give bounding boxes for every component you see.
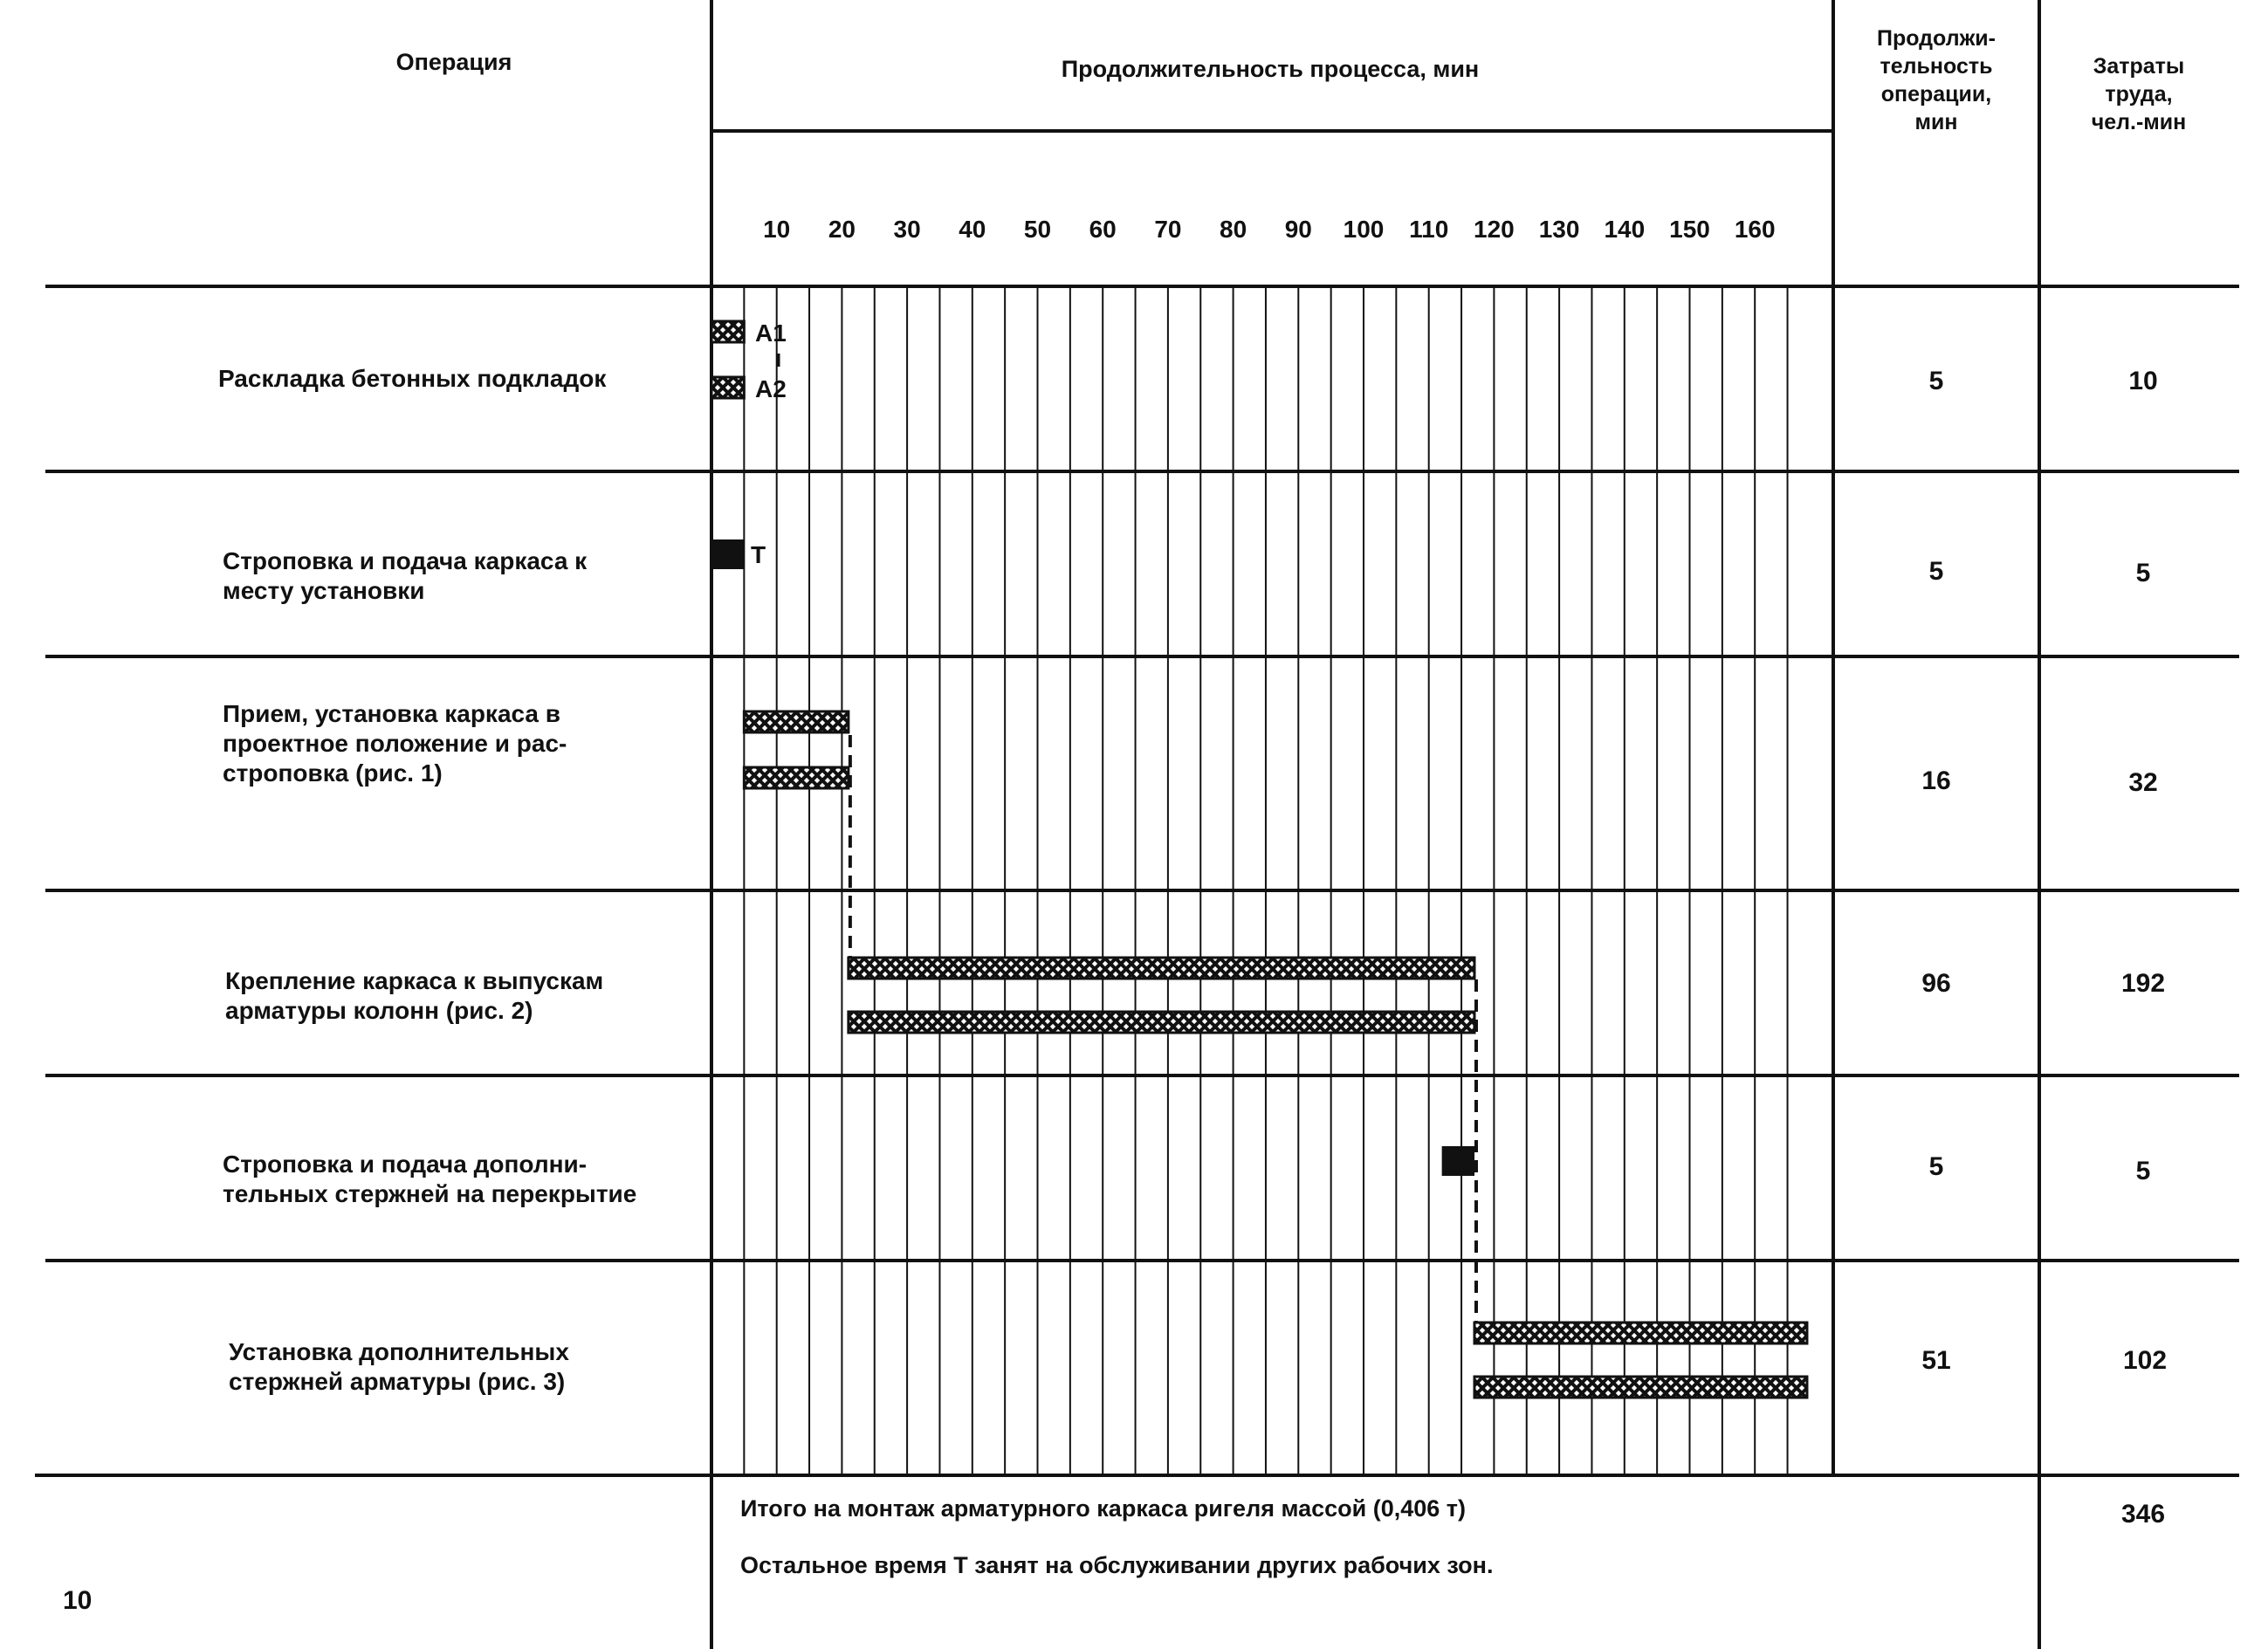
page-number: 10 bbox=[63, 1586, 93, 1615]
row-1-operation-line-1: Раскладка бетонных подкладок bbox=[218, 365, 607, 392]
time-tick-label: 70 bbox=[1154, 216, 1182, 243]
time-tick-label: 90 bbox=[1284, 216, 1312, 243]
hatched-task-bar bbox=[711, 377, 744, 398]
footer-note: Остальное время Т занят на обслуживании других рабочих зон. bbox=[740, 1552, 1494, 1578]
time-tick-label: 120 bbox=[1474, 216, 1515, 243]
op-duration-header-line-3: операции, bbox=[1880, 82, 1992, 106]
row-3-operation-line-3: строповка (рис. 1) bbox=[223, 759, 443, 787]
row-6-operation-line-2: стержней арматуры (рис. 3) bbox=[229, 1368, 566, 1395]
process-duration-header: Продолжительность процесса, мин bbox=[1061, 56, 1480, 82]
row-6-labor: 102 bbox=[2122, 1346, 2168, 1375]
values-columns bbox=[1921, 367, 2167, 1375]
hatched-task-bar bbox=[849, 1012, 1474, 1033]
row-3-operation-line-2: проектное положение и рас- bbox=[223, 730, 567, 757]
hatched-task-bar bbox=[744, 711, 849, 732]
labor-header-line-2: труда, bbox=[2105, 82, 2173, 106]
marker-worker-a2: А2 bbox=[755, 375, 787, 402]
solid-task-bar bbox=[1442, 1146, 1474, 1176]
row-5-operation-line-2: тельных стержней на перекрытие bbox=[223, 1180, 637, 1207]
row-2-duration: 5 bbox=[1928, 557, 1944, 586]
hatched-task-bar bbox=[711, 321, 744, 342]
row-1-duration: 5 bbox=[1928, 367, 1944, 395]
hatched-task-bar bbox=[1474, 1323, 1807, 1343]
time-tick-label: 60 bbox=[1089, 216, 1117, 243]
solid-task-bar bbox=[711, 539, 744, 569]
time-tick-label: 100 bbox=[1343, 216, 1385, 243]
marker-worker-t: Т bbox=[751, 541, 766, 568]
row-4-labor: 192 bbox=[2120, 969, 2166, 998]
row-2-operation-line-1: Строповка и подача каркаса к bbox=[223, 547, 588, 574]
row-2-operation-line-2: месту установки bbox=[223, 577, 425, 604]
hatched-task-bar bbox=[849, 958, 1474, 979]
row-3-operation-line-1: Прием, установка каркаса в bbox=[223, 700, 560, 727]
total-labor-value: 346 bbox=[2120, 1500, 2166, 1529]
total-label: Итого на монтаж арматурного каркаса ригеля массой (0,406 т) bbox=[740, 1495, 1467, 1522]
time-tick-label: 20 bbox=[828, 216, 856, 243]
marker-worker-a1: А1 bbox=[755, 319, 787, 347]
time-tick-label: 30 bbox=[893, 216, 921, 243]
row-6-operation-line-1: Установка дополнительных bbox=[229, 1338, 569, 1365]
time-axis-ticks bbox=[763, 216, 1775, 243]
time-tick-label: 10 bbox=[763, 216, 791, 243]
op-duration-header-line-4: мин bbox=[1914, 110, 1958, 134]
operation-column bbox=[218, 365, 636, 1395]
row-4-operation-line-2: арматуры колонн (рис. 2) bbox=[225, 997, 533, 1024]
row-6-duration: 51 bbox=[1921, 1346, 1951, 1375]
time-tick-label: 160 bbox=[1734, 216, 1776, 243]
time-tick-label: 110 bbox=[1409, 216, 1449, 243]
time-tick-label: 140 bbox=[1604, 216, 1646, 243]
time-tick-label: 50 bbox=[1023, 216, 1052, 243]
row-1-labor: 10 bbox=[2128, 367, 2158, 395]
row-5-labor: 5 bbox=[2135, 1157, 2151, 1185]
hatched-task-bar bbox=[744, 767, 849, 788]
gantt-bars bbox=[711, 321, 1807, 1398]
time-tick-label: 40 bbox=[959, 216, 986, 243]
row-4-operation-line-1: Крепление каркаса к выпускам bbox=[225, 967, 604, 994]
table-frame bbox=[35, 0, 2239, 1649]
hatched-task-bar bbox=[1474, 1377, 1807, 1398]
row-3-labor: 32 bbox=[2128, 768, 2158, 797]
gantt-grid bbox=[744, 286, 1787, 1475]
time-tick-label: 80 bbox=[1220, 216, 1247, 243]
op-duration-header-line-2: тельность bbox=[1880, 54, 1993, 79]
time-tick-label: 150 bbox=[1669, 216, 1710, 243]
labor-header-line-1: Затраты bbox=[2093, 54, 2185, 79]
row-3-duration: 16 bbox=[1921, 766, 1951, 795]
row-2-labor: 5 bbox=[2135, 559, 2151, 587]
row-5-operation-line-1: Строповка и подача дополни- bbox=[223, 1151, 588, 1178]
op-duration-header-line-1: Продолжи- bbox=[1877, 26, 1996, 51]
labor-header-line-3: чел.-мин bbox=[2091, 110, 2187, 134]
operation-header: Операция bbox=[395, 49, 512, 75]
time-tick-label: 130 bbox=[1538, 216, 1580, 243]
row-5-duration: 5 bbox=[1928, 1152, 1944, 1181]
row-4-duration: 96 bbox=[1921, 969, 1951, 998]
